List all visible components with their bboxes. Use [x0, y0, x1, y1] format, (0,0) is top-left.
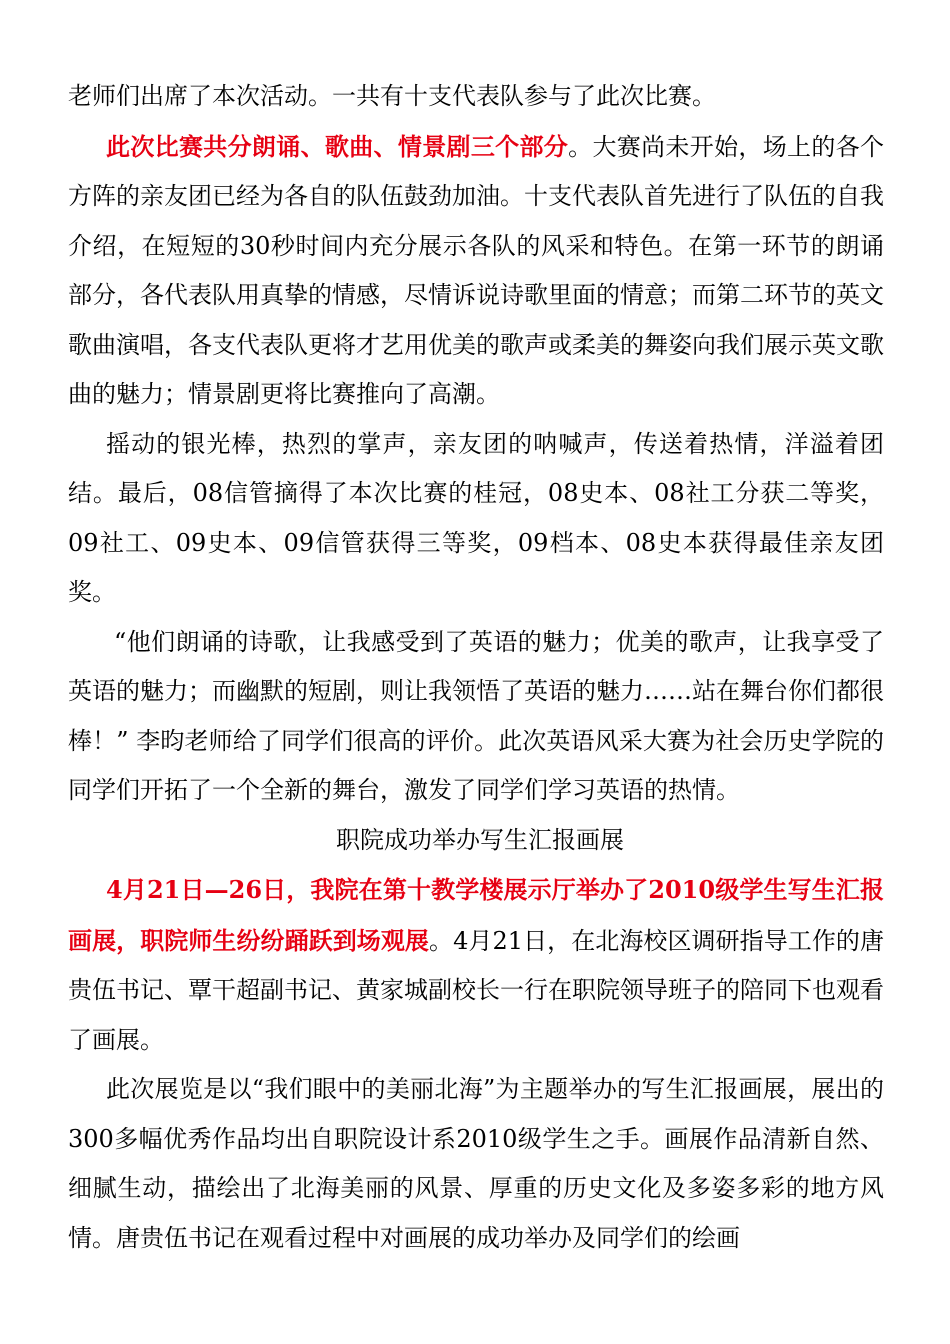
article1-paragraph-3: 摇动的银光棒，热烈的掌声，亲友团的呐喊声，传送着热情，洋溢着团结。最后，08信管摘得了本次比赛的桂冠，08史本、08社工分获二等奖，09社工、09史本、09信管获得三等奖，09档本、08史本获得最佳亲友团奖。: [68, 429, 884, 606]
article2-paragraph-1-text: 。4月21日，在北海校区调研指导工作的唐贵伍书记、覃干超副书记、黄家城副校长一行在职院领导班子的陪同下也观看了画展。: [68, 926, 885, 1054]
article1-paragraph-1: 老师们出席了本次活动。一共有十支代表队参与了此次比赛。: [68, 82, 716, 110]
article2-highlight-exhibition: 4月21日—26日，我院在第十教学楼展示厅举办了2010级学生写生汇报画展，职院师生纷纷踊跃到场观展: [68, 875, 884, 955]
article1-paragraph-4: “他们朗诵的诗歌，让我感受到了英语的魅力；优美的歌声，让我享受了英语的魅力；而幽默的短剧，则让我领悟了英语的魅力……站在舞台你们都很棒！” 李昀老师给了同学们很高的评价。此次英语风采大赛为社会历史学院的同学们开拓了一个全新的舞台，激发了同学们学习英语的热情。: [68, 627, 884, 804]
article2-title: 职院成功举办写生汇报画展: [336, 825, 624, 854]
article2-paragraph-2: 此次展览是以“我们眼中的美丽北海”为主题举办的写生汇报画展，展出的300多幅优秀作品均出自职院设计系2010级学生之手。画展作品清新自然、细腻生动，描绘出了北海美丽的风景、厚重的历史文化及多姿多彩的地方风情。唐贵伍书记在观看过程中对画展的成功举办及同学们的绘画: [68, 1075, 884, 1252]
article1-paragraph-2-text: 。大赛尚未开始，场上的各个方阵的亲友团已经为各自的队伍鼓劲加油。十支代表队首先进行了队伍的自我介绍，在短短的30秒时间内充分展示各队的风采和特色。在第一环节的朗诵部分，各代表队用真挚的情感，尽情诉说诗歌里面的情意；而第二环节的英文歌曲演唱，各支代表队更将才艺用优美的歌声或柔美的舞姿向我们展示英文歌曲的魅力；情景剧更将比赛推向了高潮。: [68, 132, 885, 408]
article1-highlight-sections: 此次比赛共分朗诵、歌曲、情景剧三个部分: [106, 131, 569, 161]
article1-paragraph-2: [68, 122, 884, 420]
article2-paragraph-1: [68, 865, 884, 1065]
